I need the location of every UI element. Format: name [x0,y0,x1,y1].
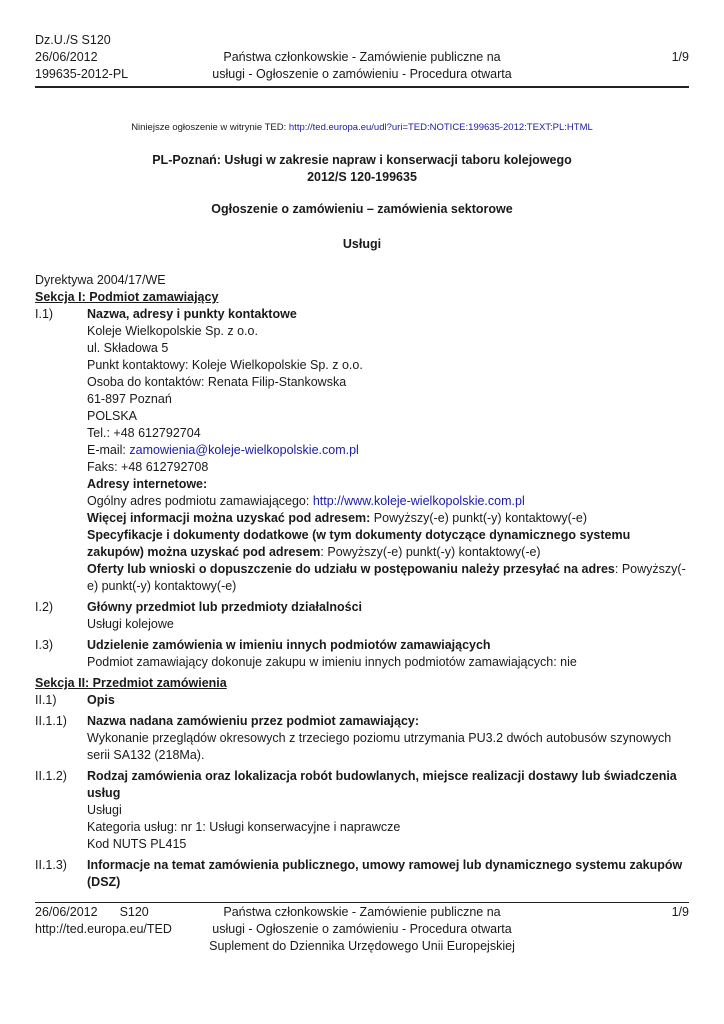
general-address [87,493,689,510]
header-title [195,49,529,83]
telephone: Tel.: +48 612792704 [87,426,201,440]
contract-title [0,152,724,186]
item-heading: Nazwa nadana zamówieniu przez podmiot zamawiający: [87,714,420,728]
footer-page-number: 1/9 [671,905,689,919]
notice-text: Niniejsze ogłoszenie w witrynie TED: [131,122,289,133]
header-divider [35,86,689,88]
item-value: Wykonanie przeglądów okresowych z trzeciego poziomu utrzymania PU3.2 dwóch autobusów szynowych serii SA132 (218Ma). [87,731,672,762]
item-ii12 [35,768,689,853]
email-link[interactable]: zamowienia@koleje-wielkopolskie.com.pl [129,443,359,457]
general-address-link[interactable]: http://www.koleje-wielkopolskie.com.pl [312,494,525,508]
nuts-code: Kod NUTS PL415 [87,837,187,851]
email-line [87,442,689,459]
page-header [35,32,689,88]
header-doc-code: Dz.U./S S120 [35,33,111,47]
item-heading: Informacje na temat zamówienia publicznego, umowy ramowej lub dynamicznego systemu zakupów (DSZ) [87,858,683,889]
item-i1 [35,306,689,595]
footer-date: 26/06/2012 [35,905,98,919]
document-body [35,272,689,891]
item-number: II.1.3) [35,858,67,872]
offers [87,561,689,595]
item-ii1 [35,692,689,709]
header-title-line1: Państwa członkowskie - Zamówienie publiczne na [223,50,501,64]
header-date: 26/06/2012 [35,50,98,64]
contract-type: Usługi [87,803,122,817]
section-2-heading: Sekcja II: Przedmiot zamówienia [35,676,227,690]
section-1-heading: Sekcja I: Podmiot zamawiający [35,290,219,304]
item-number: I.3) [35,638,54,652]
more-info-value: Powyższy(-e) punkt(-y) kontaktowy(-e) [370,511,588,525]
service-category: Kategoria usług: nr 1: Usługi konserwacyjne i naprawcze [87,820,401,834]
notice-subtitle: Ogłoszenie o zamówieniu – zamówienia sektorowe [211,202,513,216]
specs-value: : Powyższy(-e) punkt(-y) kontaktowy(-e) [320,545,541,559]
item-number: I.1) [35,307,54,321]
postal-code: 61-897 Poznań [87,392,172,406]
country: POLSKA [87,409,138,423]
more-info [87,510,689,527]
item-number: I.2) [35,600,54,614]
item-value: Usługi kolejowe [87,617,174,631]
item-i2 [35,599,689,633]
contact-person: Osoba do kontaktów: Renata Filip-Stankowska [87,375,347,389]
item-heading: Główny przedmiot lub przedmioty działalności [87,600,363,614]
item-heading: Rodzaj zamówienia oraz lokalizacja robót budowlanych, miejsce realizacji dostawy lub świadczenia usług [87,769,677,800]
org-street: ul. Składowa 5 [87,341,169,355]
specifications [87,527,689,561]
email-label: E-mail: [87,443,130,457]
general-address-label: Ogólny adres podmiotu zamawiającego: [87,494,313,508]
footer-center [185,904,539,955]
footer-left [35,904,172,938]
org-name: Koleje Wielkopolskie Sp. z o.o. [87,324,258,338]
item-number: II.1.1) [35,714,67,728]
contract-title-line1: PL-Poznań: Usługi w zakresie napraw i konserwacji taboru kolejowego [152,153,572,167]
internet-heading: Adresy internetowe: [87,477,208,491]
item-i3 [35,637,689,671]
item-value: Podmiot zamawiający dokonuje zakupu w imieniu innych podmiotów zamawiających: nie [87,655,577,669]
item-ii11 [35,713,689,764]
header-left [35,32,128,83]
offers-value: : Powyższy(-e) punkt(-y) kontaktowy(-e) [87,562,686,593]
header-page-number: 1/9 [671,50,689,64]
header-ref: 199635-2012-PL [35,67,129,81]
footer-line1: Państwa członkowskie - Zamówienie publiczne na [223,905,501,919]
header-title-line2: usługi - Ogłoszenie o zamówieniu - Procedura otwarta [212,67,512,81]
specs-label: Specyfikacje i dokumenty dodatkowe (w tym dokumenty dotyczące dynamicznego systemu zakupów) można uzyskać pod adresem [87,528,631,559]
item-number: II.1) [35,693,57,707]
directive: Dyrektywa 2004/17/WE [35,273,166,287]
footer-series: S120 [119,905,149,919]
contact-point: Punkt kontaktowy: Koleje Wielkopolskie Sp. z o.o. [87,358,363,372]
footer-line3: Suplement do Dziennika Urzędowego Unii Europejskiej [209,939,515,953]
item-ii13 [35,857,689,891]
fax: Faks: +48 612792708 [87,460,209,474]
footer-divider [35,902,689,903]
item-heading: Nazwa, adresy i punkty kontaktowe [87,307,297,321]
footer-line2: usługi - Ogłoszenie o zamówieniu - Procedura otwarta [212,922,512,936]
item-number: II.1.2) [35,769,67,783]
footer-url: http://ted.europa.eu/TED [35,922,172,936]
ted-notice [0,122,724,133]
item-heading: Opis [87,693,115,707]
contract-title-line2: 2012/S 120-199635 [307,170,417,184]
notice-type: Usługi [342,237,382,251]
more-info-label: Więcej informacji można uzyskać pod adresem: [87,511,371,525]
footer-date-series [35,904,172,921]
offers-label: Oferty lub wnioski o dopuszczenie do udziału w postępowaniu należy przesyłać na adres [87,562,615,576]
notice-link[interactable]: http://ted.europa.eu/udl?uri=TED:NOTICE:199635-2012:TEXT:PL:HTML [288,122,593,133]
item-heading: Udzielenie zamówienia w imieniu innych podmiotów zamawiających [87,638,491,652]
